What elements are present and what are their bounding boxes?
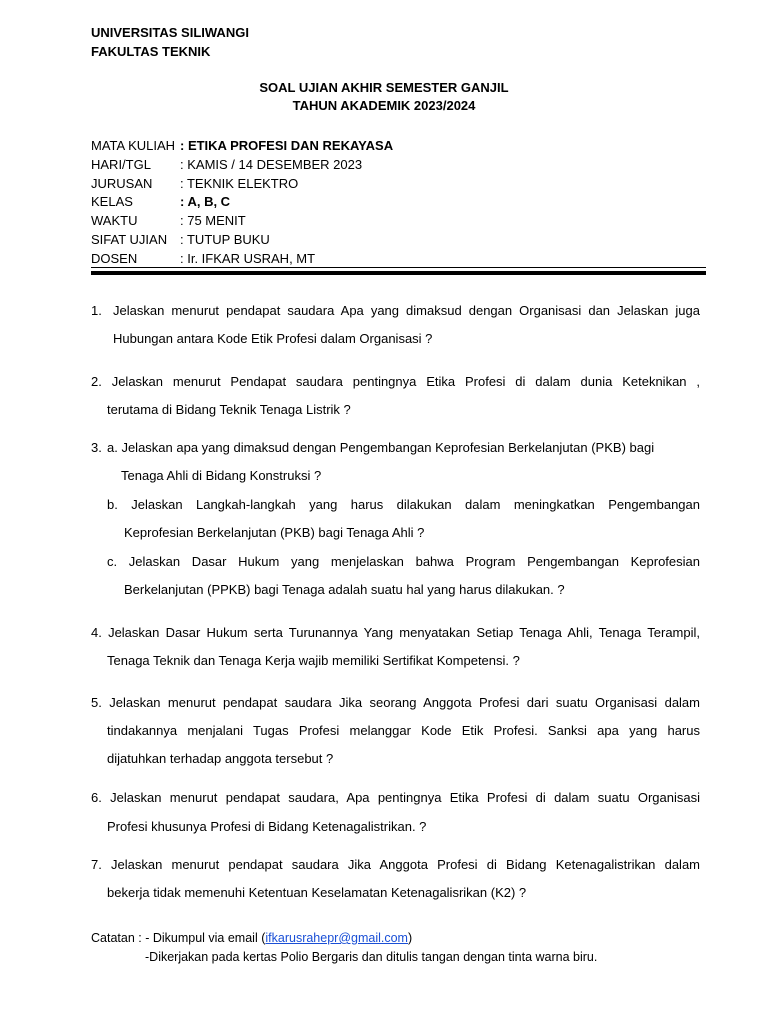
note-prefix: Catatan : - Dikumpul via email ( [91, 931, 266, 945]
sub-question-b: b. Jelaskan Langkah-langkah yang harus dilakukan dalam meningkatkan Pengembangan [107, 497, 700, 512]
faculty-name: FAKULTAS TEKNIK [91, 44, 211, 59]
exam-title: SOAL UJIAN AKHIR SEMESTER GANJIL [259, 80, 509, 95]
question-text: Tenaga Teknik dan Tenaga Kerja wajib memiliki Sertifikat Kompetensi. ? [107, 653, 520, 668]
meta-key: HARI/TGL [91, 157, 151, 172]
meta-value: : KAMIS / 14 DESEMBER 2023 [180, 157, 363, 172]
meta-key: WAKTU [91, 213, 138, 228]
question-text: 5. Jelaskan menurut pendapat saudara Jika seorang Anggota Profesi dari suatu Organisasi dalam [91, 695, 700, 710]
meta-key: JURUSAN [91, 176, 153, 191]
note-line-2: -Dikerjakan pada kertas Polio Bergaris dan ditulis tangan dengan tinta warna biru. [145, 950, 598, 964]
note-line-1 [91, 931, 412, 945]
question-number: 1. [91, 303, 102, 318]
sub-question-b-cont: Keprofesian Berkelanjutan (PKB) bagi Tenaga Ahli ? [124, 525, 425, 540]
university-name: UNIVERSITAS SILIWANGI [91, 25, 249, 40]
divider-thick [91, 271, 706, 275]
meta-value: : TEKNIK ELEKTRO [180, 176, 299, 191]
academic-year: TAHUN AKADEMIK 2023/2024 [292, 98, 476, 113]
sub-question-a-cont: Tenaga Ahli di Bidang Konstruksi ? [121, 468, 322, 483]
meta-value: : A, B, C [180, 194, 231, 209]
sub-question-a: a. Jelaskan apa yang dimaksud dengan Pengembangan Keprofesian Berkelanjutan (PKB) bagi [107, 440, 655, 455]
question-text: terutama di Bidang Teknik Tenaga Listrik ? [107, 402, 351, 417]
meta-key: KELAS [91, 194, 133, 209]
question-text: dijatuhkan terhadap anggota tersebut ? [107, 751, 334, 766]
meta-key: DOSEN [91, 251, 138, 266]
meta-key: MATA KULIAH [91, 138, 176, 153]
meta-value: : 75 MENIT [180, 213, 246, 228]
sub-question-c-cont: Berkelanjutan (PPKB) bagi Tenaga adalah suatu hal yang harus dilakukan. ? [124, 582, 565, 597]
sub-question-c: c. Jelaskan Dasar Hukum yang menjelaskan bahwa Program Pengembangan Keprofesian [107, 554, 700, 569]
meta-value: : TUTUP BUKU [180, 232, 270, 247]
question-text: Hubungan antara Kode Etik Profesi dalam Organisasi ? [113, 331, 433, 346]
question-text: 4. Jelaskan Dasar Hukum serta Turunannya Yang menyatakan Setiap Tenaga Ahli, Tenaga Terampil, [91, 625, 700, 640]
email-link[interactable]: ifkarusrahepr@gmail.com [265, 931, 408, 945]
meta-key: SIFAT UJIAN [91, 232, 168, 247]
meta-value: : Ir. IFKAR USRAH, MT [180, 251, 316, 266]
note-suffix: ) [407, 931, 413, 945]
question-number: 3. [91, 440, 102, 455]
question-text: Jelaskan menurut pendapat saudara Apa yang dimaksud dengan Organisasi dan Jelaskan juga [113, 303, 700, 318]
question-text: bekerja tidak memenuhi Ketentuan Keselamatan Ketenagalisrikan (K2) ? [107, 885, 527, 900]
divider-thin [91, 267, 706, 268]
question-text: 6. Jelaskan menurut pendapat saudara, Apa pentingnya Etika Profesi di dalam suatu Organisasi [91, 790, 700, 805]
question-text: 2. Jelaskan menurut Pendapat saudara pentingnya Etika Profesi di dalam dunia Keteknikan , [91, 374, 700, 389]
question-text: 7. Jelaskan menurut pendapat saudara Jika Anggota Profesi di Bidang Ketenagalistrikan dalam [91, 857, 700, 872]
question-text: Profesi khusunya Profesi di Bidang Ketenagalistrikan. ? [107, 819, 427, 834]
question-text: tindakannya menjalani Tugas Profesi melanggar Kode Etik Profesi. Sanksi apa yang harus [107, 723, 700, 738]
meta-value: : ETIKA PROFESI DAN REKAYASA [180, 138, 394, 153]
